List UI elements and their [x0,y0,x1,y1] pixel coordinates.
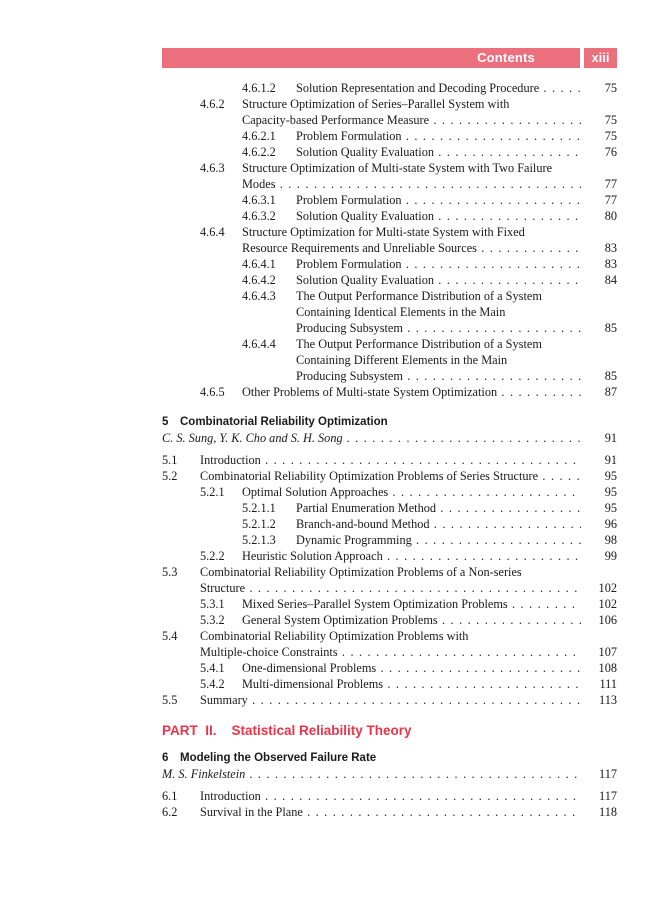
entry-title: Structure Optimization for Multi-state System with Fixed [242,225,525,239]
entry-title: Combinatorial Reliability Optimization Problems of Series Structure . . . [200,468,581,484]
entry-page: 85 [604,321,617,335]
entry-page: 102 [598,581,617,595]
entry-page: 75 [604,113,617,127]
entry-page: 91 [604,431,617,445]
entry-title: Survival in the Plane . . . [200,804,581,820]
entry-page: 77 [604,177,617,191]
entry-title: Summary . . . [200,692,581,708]
toc-entry-continued [162,368,617,384]
entry-page: 77 [604,193,617,207]
header-page-number: xiii [584,48,617,68]
entry-page: 80 [604,209,617,223]
entry-page: 117 [599,767,617,781]
header-bar [162,48,580,68]
entry-title: Introduction . . . [200,452,581,468]
entry-title: Multiple-choice Constraints . . . [200,644,581,660]
entry-page: 96 [604,517,617,531]
entry-title: Heuristic Solution Approach . . . [242,548,581,564]
part-heading [162,722,617,740]
chapter-authors [162,766,617,782]
authors: M. S. Finkelstein . . . [162,766,581,782]
toc-entry [162,676,617,692]
toc-entry-continued [162,320,617,336]
entry-title: Other Problems of Multi-state System Optimization . . . [242,384,581,400]
toc-entry [162,804,617,820]
toc-entry [162,96,617,112]
entry-number: 5.2.1 [200,485,225,499]
entry-title: Introduction . . . [200,788,581,804]
entry-title: Mixed Series–Parallel System Optimization Problems . . . [242,596,581,612]
toc-entry-continued [162,240,617,256]
entry-number: 4.6.4.1 [242,257,276,271]
toc-entry [162,500,617,516]
entry-number: 5.4.1 [200,661,225,675]
entry-number: 4.6.2.2 [242,145,276,159]
header-title: Contents [477,50,535,65]
toc-entry [162,128,617,144]
toc-entry [162,256,617,272]
toc-entry [162,452,617,468]
chapter-number: 6 [162,752,169,764]
entry-number: 6.2 [162,805,178,819]
toc-entry-continued [162,644,617,660]
toc-entry [162,208,617,224]
entry-title: Solution Quality Evaluation . . . [296,272,581,288]
entry-number: 4.6.4.4 [242,337,276,351]
entry-page: 102 [598,597,617,611]
toc-entry [162,516,617,532]
entry-number: 5.3.1 [200,597,225,611]
toc-entry [162,80,617,96]
entry-number: 4.6.2.1 [242,129,276,143]
entry-page: 117 [599,789,617,803]
chapter-number: 5 [162,416,169,428]
entry-title: Branch-and-bound Method . . . [296,516,581,532]
entry-title: Containing Identical Elements in the Main [296,305,506,319]
chapter-title: Modeling the Observed Failure Rate [180,752,377,764]
entry-number: 4.6.3.1 [242,193,276,207]
entry-number: 4.6.1.2 [242,81,276,95]
chapter-title: Combinatorial Reliability Optimization [180,416,388,428]
toc-entry [162,468,617,484]
toc-entry [162,192,617,208]
entry-page: 118 [599,805,617,819]
entry-page: 108 [598,661,617,675]
entry-number: 5.2.2 [200,549,225,563]
toc-entry [162,336,617,352]
entry-page: 99 [604,549,617,563]
entry-title: Producing Subsystem . . . [296,368,581,384]
entry-page: 83 [604,257,617,271]
toc-entry [162,384,617,400]
toc-entry [162,612,617,628]
chapter-heading [162,414,617,430]
entry-page: 111 [599,677,617,691]
toc-entry [162,692,617,708]
entry-title: Modes . . . [242,176,581,192]
toc-entry-continued [162,112,617,128]
entry-title: Structure Optimization of Series–Parallel System with [242,97,510,111]
entry-number: 4.6.3.2 [242,209,276,223]
entry-title: Problem Formulation . . . [296,192,581,208]
toc-entry [162,788,617,804]
toc-entry [162,484,617,500]
chapter-heading [162,750,617,766]
entry-title: Structure . . . [200,580,581,596]
entry-number: 4.6.4.2 [242,273,276,287]
entry-number: 5.1 [162,453,178,467]
entry-page: 95 [604,469,617,483]
entry-number: 5.4 [162,629,178,643]
chapter-authors [162,430,617,446]
entry-title: Multi-dimensional Problems . . . [242,676,581,692]
entry-title: Resource Requirements and Unreliable Sources . . . [242,240,581,256]
toc-entry [162,628,617,644]
toc-entry [162,144,617,160]
authors: C. S. Sung, Y. K. Cho and S. H. Song . . . [162,430,581,446]
entry-title: Structure Optimization of Multi-state System with Two Failure [242,161,553,175]
entry-title: Problem Formulation . . . [296,128,581,144]
entry-page: 95 [604,485,617,499]
entry-page: 83 [604,241,617,255]
toc-entry-continued [162,580,617,596]
toc-entry [162,272,617,288]
toc-entry [162,532,617,548]
entry-page: 75 [604,81,617,95]
entry-title: Solution Representation and Decoding Procedure . . . [296,80,581,96]
entry-title: Dynamic Programming . . . [296,532,581,548]
entry-page: 87 [604,385,617,399]
entry-page: 85 [604,369,617,383]
entry-number: 5.2 [162,469,178,483]
toc-list [162,80,617,820]
entry-number: 4.6.4 [200,225,225,239]
entry-page: 98 [604,533,617,547]
toc-entry-continued [162,352,617,368]
toc-entry [162,224,617,240]
toc-entry [162,660,617,676]
toc-entry [162,596,617,612]
entry-page: 76 [604,145,617,159]
toc-entry [162,288,617,304]
entry-title: Problem Formulation . . . [296,256,581,272]
toc-entry-continued [162,304,617,320]
entry-title: General System Optimization Problems . . . [242,612,581,628]
entry-title: Combinatorial Reliability Optimization Problems with [200,629,469,643]
entry-number: 4.6.4.3 [242,289,276,303]
entry-page: 84 [604,273,617,287]
entry-number: 5.2.1.1 [242,501,276,515]
toc-entry [162,564,617,580]
entry-number: 6.1 [162,789,178,803]
entry-title: Combinatorial Reliability Optimization Problems of a Non-series [200,565,522,579]
entry-title: Producing Subsystem . . . [296,320,581,336]
entry-title: Capacity-based Performance Measure . . . [242,112,581,128]
toc-entry [162,160,617,176]
entry-number: 4.6.3 [200,161,225,175]
entry-number: 5.3.2 [200,613,225,627]
entry-title: One-dimensional Problems . . . [242,660,581,676]
entry-title: Solution Quality Evaluation . . . [296,144,581,160]
entry-number: 4.6.5 [200,385,225,399]
entry-title: Containing Different Elements in the Main [296,353,508,367]
running-header [162,48,617,68]
part-title: PART II. Statistical Reliability Theory [162,723,412,738]
entry-page: 91 [604,453,617,467]
entry-number: 5.2.1.3 [242,533,276,547]
entry-page: 75 [604,129,617,143]
entry-page: 95 [604,501,617,515]
entry-number: 5.4.2 [200,677,225,691]
entry-page: 107 [598,645,617,659]
entry-number: 5.2.1.2 [242,517,276,531]
entry-page: 113 [599,693,617,707]
entry-title: Optimal Solution Approaches . . . [242,484,581,500]
entry-number: 4.6.2 [200,97,225,111]
entry-title: Solution Quality Evaluation . . . [296,208,581,224]
entry-number: 5.3 [162,565,178,579]
entry-title: The Output Performance Distribution of a System [296,337,542,351]
toc-entry-continued [162,176,617,192]
entry-page: 106 [598,613,617,627]
entry-title: The Output Performance Distribution of a System [296,289,542,303]
entry-title: Partial Enumeration Method . . . [296,500,581,516]
entry-number: 5.5 [162,693,178,707]
toc-entry [162,548,617,564]
